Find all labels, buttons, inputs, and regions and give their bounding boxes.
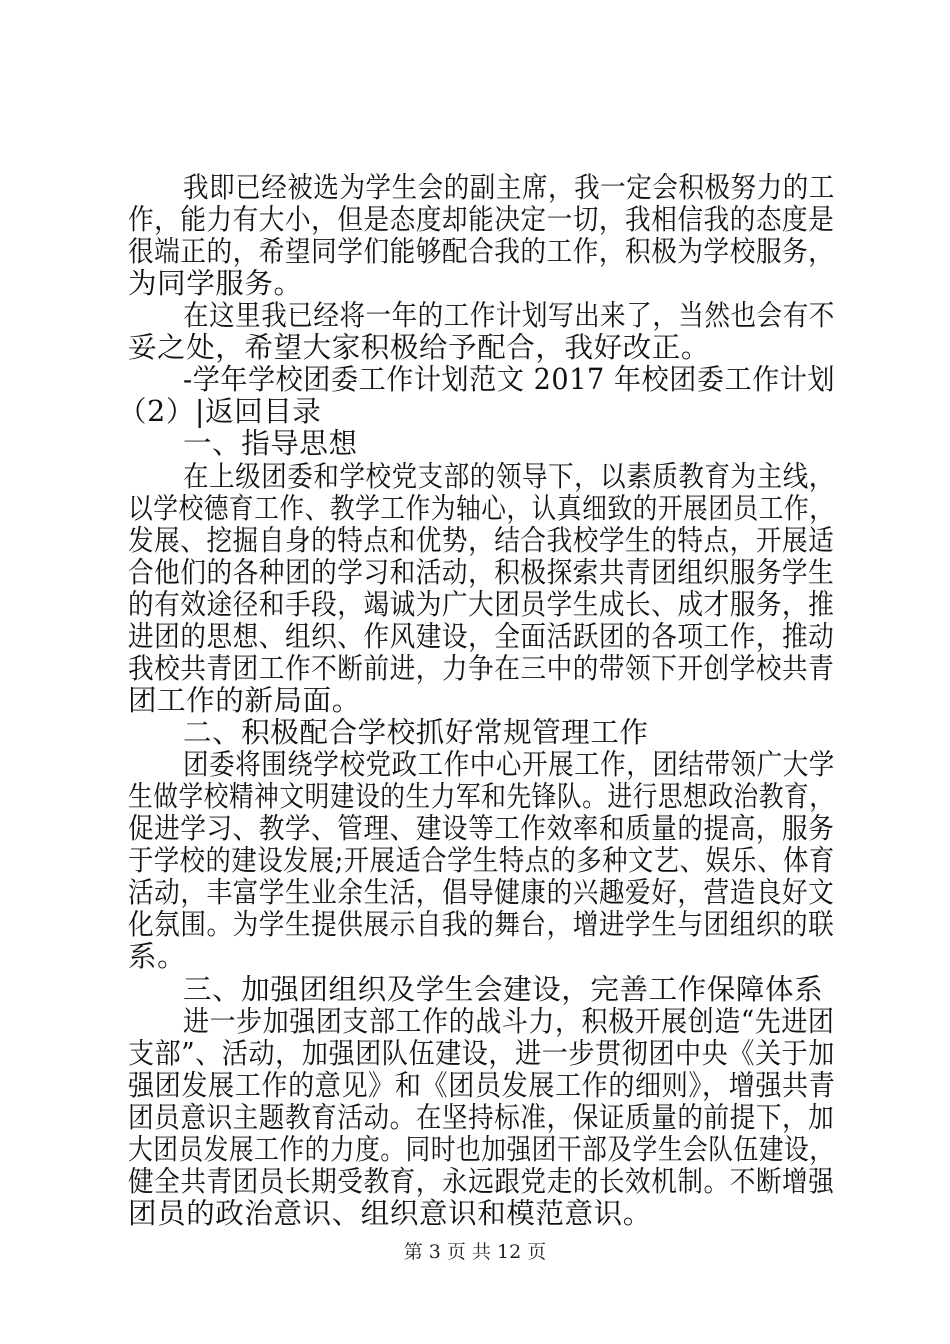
return-to-contents-link[interactable]: （2）|返回目录 bbox=[118, 395, 322, 429]
paragraph-line: 我即已经被选为学生会的副主席，我一定会积极努力的工 bbox=[183, 171, 835, 204]
paragraph-line: 发展、挖掘自身的特点和优势，结合我校学生的特点，开展适 bbox=[128, 523, 835, 557]
paragraph-line: 活动，丰富学生业余生活，倡导健康的兴趣爱好，营造良好文 bbox=[128, 876, 835, 910]
paragraph-line: 在这里我已经将一年的工作计划写出来了，当然也会有不 bbox=[183, 299, 835, 333]
paragraph-line: 团员意识主题教育活动。在坚持标准，保证质量的前提下，加 bbox=[128, 1100, 835, 1134]
paragraph-line: 的有效途径和手段，竭诚为广大团员学生成长、成才服务，推 bbox=[128, 587, 835, 621]
section-title-line: -学年学校团委工作计划范文 2017 年校团委工作计划 bbox=[183, 363, 836, 397]
section-heading: 二、积极配合学校抓好常规管理工作 bbox=[183, 716, 649, 750]
paragraph-line: 在上级团委和学校党支部的领导下，以素质教育为主线， bbox=[183, 459, 835, 493]
paragraph-line: 进团的思想、组织、作风建设，全面活跃团的各项工作，推动 bbox=[128, 619, 835, 653]
paragraph-line: 妥之处，希望大家积极给予配合，我好改正。 bbox=[128, 331, 711, 365]
paragraph-line: 为同学服务。 bbox=[128, 267, 303, 301]
paragraph-line: 合他们的各种团的学习和活动，积极探索共青团组织服务学生 bbox=[128, 555, 835, 589]
paragraph-line: 于学校的建设发展;开展适合学生特点的多种文艺、娱乐、体育 bbox=[128, 844, 835, 878]
paragraph-line: 支部”、活动，加强团队伍建设，进一步贯彻团中央《关于加 bbox=[128, 1036, 835, 1070]
page-number-footer: 第 3 页 共 12 页 bbox=[403, 1241, 547, 1263]
paragraph-line: 以学校德育工作、教学工作为轴心，认真细致的开展团员工作， bbox=[128, 491, 835, 525]
section-heading: 三、加强团组织及学生会建设，完善工作保障体系 bbox=[183, 972, 824, 1006]
paragraph-line: 很端正的，希望同学们能够配合我的工作，积极为学校服务， bbox=[128, 235, 835, 269]
paragraph-line: 团工作的新局面。 bbox=[128, 683, 361, 717]
paragraph-line: 化氛围。为学生提供展示自我的舞台，增进学生与团组织的联 bbox=[128, 908, 835, 942]
paragraph-line: 大团员发展工作的力度。同时也加强团干部及学生会队伍建设， bbox=[128, 1132, 835, 1166]
paragraph-line: 团委将围绕学校党政工作中心开展工作，团结带领广大学 bbox=[183, 748, 835, 782]
paragraph-line: 进一步加强团支部工作的战斗力，积极开展创造“先进团 bbox=[183, 1004, 835, 1038]
paragraph-line: 作，能力有大小，但是态度却能决定一切，我相信我的态度是 bbox=[128, 203, 835, 237]
paragraph-line: 健全共青团员长期受教育，永远跟党走的长效机制。不断增强 bbox=[128, 1164, 835, 1198]
paragraph-line: 团员的政治意识、组织意识和模范意识。 bbox=[128, 1196, 652, 1230]
section-heading: 一、指导思想 bbox=[183, 427, 358, 461]
paragraph-line: 系。 bbox=[128, 940, 187, 974]
paragraph-line: 促进学习、教学、管理、建设等工作效率和质量的提高，服务 bbox=[128, 812, 835, 846]
paragraph-line: 生做学校精神文明建设的生力军和先锋队。进行思想政治教育， bbox=[128, 780, 835, 814]
paragraph-line: 我校共青团工作不断前进，力争在三中的带领下开创学校共青 bbox=[128, 651, 835, 685]
paragraph-line: 强团发展工作的意见》和《团员发展工作的细则》，增强共青 bbox=[128, 1068, 836, 1102]
